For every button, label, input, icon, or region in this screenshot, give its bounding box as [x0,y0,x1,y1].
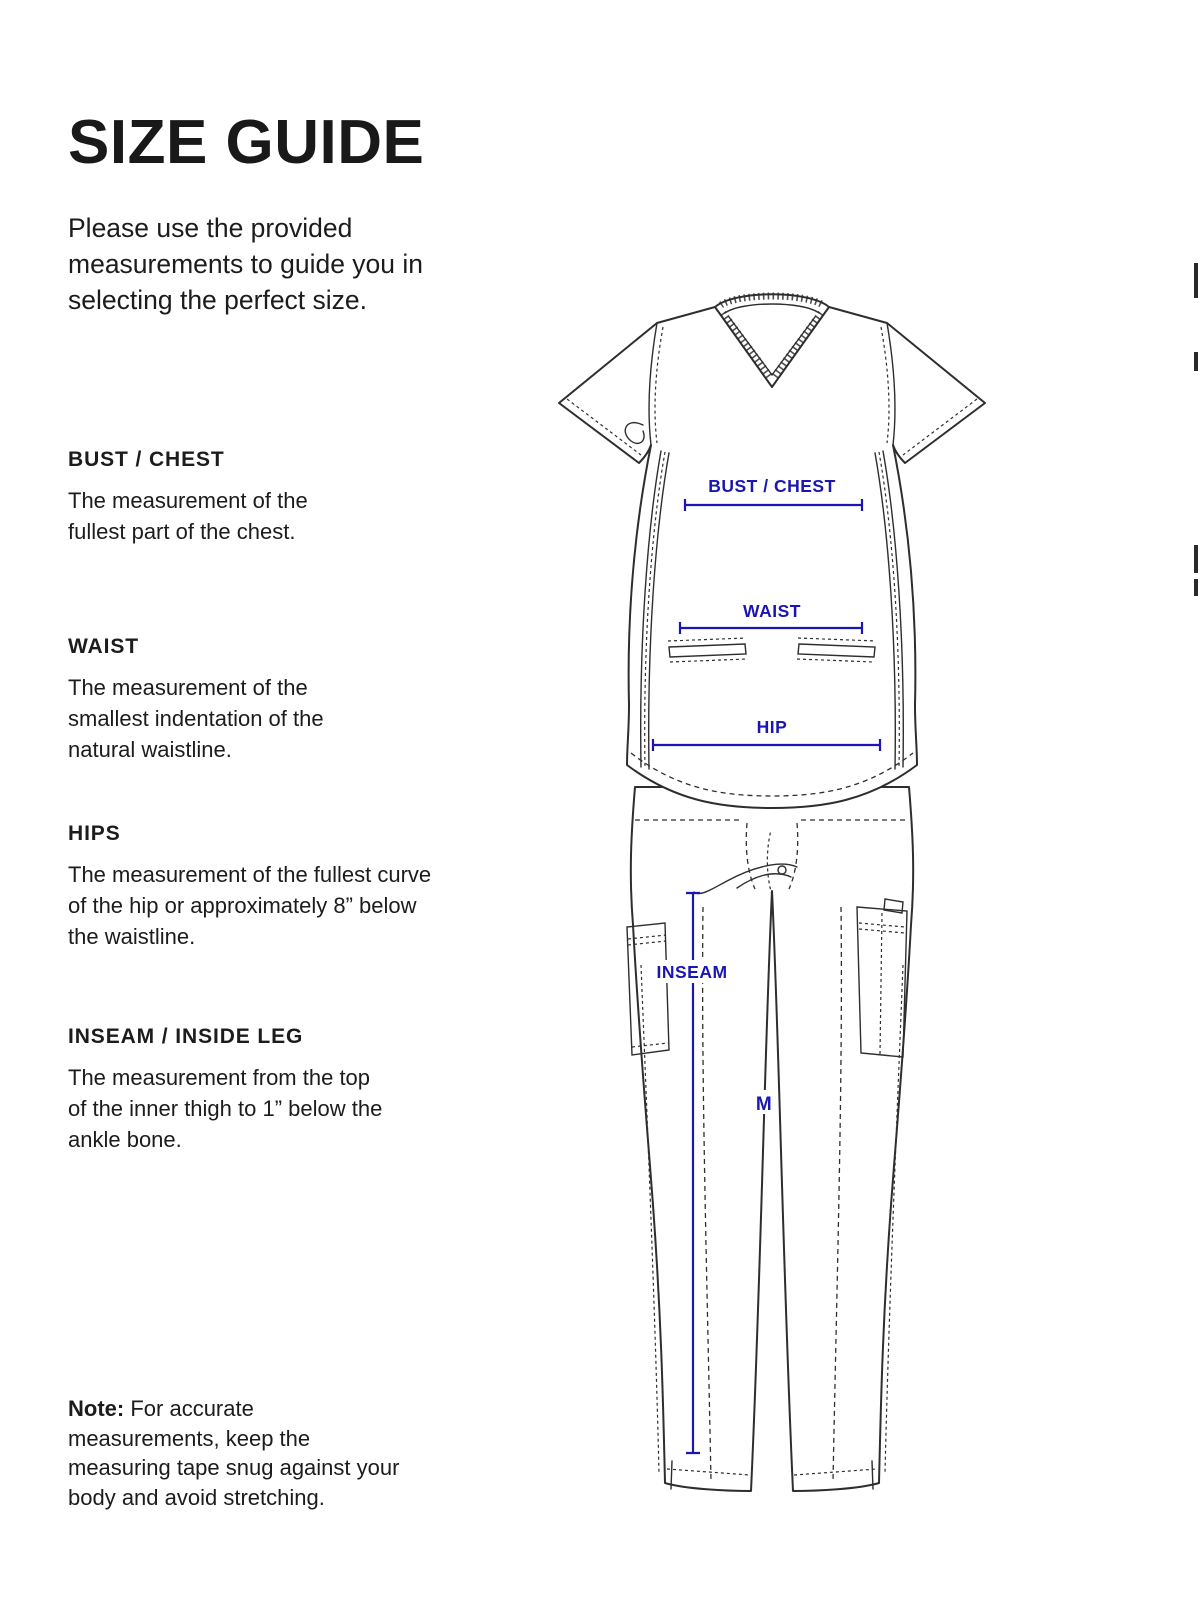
note-body: For accurate measurements, keep the measuring tape snug against your body and avoid stretching. [68,1396,400,1510]
section-bust-chest [68,448,350,547]
section-heading: WAIST [68,635,139,658]
intro-text: Please use the provided measurements to guide you in selecting the perfect size. [68,212,424,315]
collar-inner-back [725,304,819,313]
waist-label: WAIST [743,601,801,621]
section-heading: INSEAM / INSIDE LEG [68,1025,304,1048]
scrub-pants-drawing [627,787,913,1491]
screen-edge-artifact [1194,263,1198,298]
page-title: SIZE GUIDE [68,107,425,177]
note-text [68,1394,402,1512]
section-hips [68,822,440,952]
screen-edge-artifact [1194,545,1198,573]
bust-chest-label: BUST / CHEST [708,476,836,496]
note-label: Note: [68,1396,125,1421]
section-heading: BUST / CHEST [68,448,225,471]
inseam-label: INSEAM [656,962,728,982]
section-waist [68,635,370,765]
section-body: The measurement from the top of the inner thigh to 1” below the ankle bone. [68,1065,383,1152]
scrubs-technical-sketch [535,275,995,1520]
size-label: M [755,1094,773,1115]
section-heading: HIPS [68,822,121,845]
screen-edge-artifact [1194,579,1198,596]
section-body: The measurement of the fullest curve of the hip or approximately 8” below the waistline. [68,862,432,949]
garment-diagram [535,275,995,1520]
screen-edge-artifact [1194,352,1198,371]
section-body: The measurement of the smallest indentation of the natural waistline. [68,675,324,762]
pants-outline [631,787,913,1491]
section-inseam [68,1025,386,1155]
right-hem-slit [872,1461,873,1489]
left-hem-slit [671,1461,672,1489]
hip-label: HIP [756,717,788,737]
section-body: The measurement of the fullest part of the chest. [68,488,308,544]
